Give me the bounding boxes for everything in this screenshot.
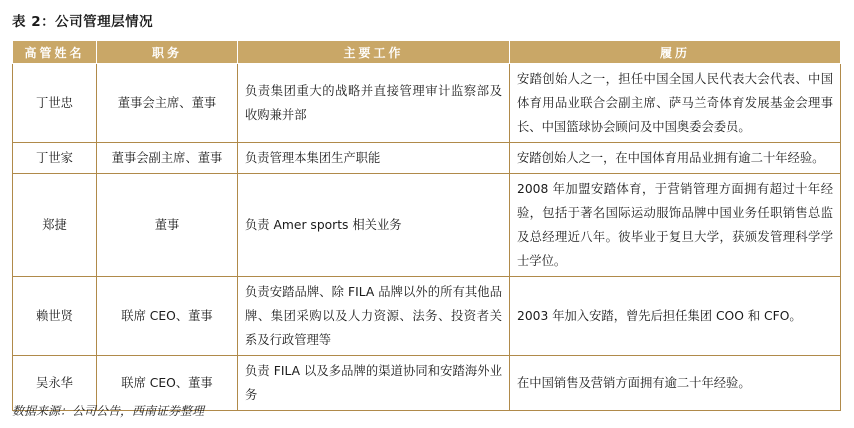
cell-resume: 安踏创始人之一，担任中国全国人民代表大会代表、中国体育用品业联合会副主席、萨马兰奇体育发展基金会理事长、中国篮球协会顾问及中国奥委会委员。 (510, 64, 841, 143)
table-row (13, 174, 841, 277)
cell-title: 联席 CEO、董事 (97, 356, 238, 411)
cell-work: 负责 FILA 以及多品牌的渠道协同和安踏海外业务 (238, 356, 510, 411)
table-row (13, 143, 841, 174)
source-note: 数据来源：公司公告，西南证券整理 (12, 404, 205, 418)
header-resume: 履历 (510, 41, 841, 64)
cell-title: 联席 CEO、董事 (97, 277, 238, 356)
cell-title: 董事会副主席、董事 (97, 143, 238, 174)
table-row (13, 64, 841, 143)
cell-work: 负责安踏品牌、除 FILA 品牌以外的所有其他品牌、集团采购以及人力资源、法务、投资者关系及行政管理等 (238, 277, 510, 356)
cell-resume: 2003 年加入安踏，曾先后担任集团 COO 和 CFO。 (510, 277, 841, 356)
cell-name: 丁世家 (13, 143, 97, 174)
management-table (12, 40, 841, 411)
table-header-row (13, 41, 841, 64)
cell-name: 郑捷 (13, 174, 97, 277)
cell-title: 董事 (97, 174, 238, 277)
cell-name: 吴永华 (13, 356, 97, 411)
cell-work: 负责集团重大的战略并直接管理审计监察部及收购兼并部 (238, 64, 510, 143)
cell-work: 负责 Amer sports 相关业务 (238, 174, 510, 277)
header-work: 主要工作 (238, 41, 510, 64)
cell-work: 负责管理本集团生产职能 (238, 143, 510, 174)
header-name: 高管姓名 (13, 41, 97, 64)
table-caption: 表 2：公司管理层情况 (12, 14, 154, 30)
cell-name: 赖世贤 (13, 277, 97, 356)
cell-name: 丁世忠 (13, 64, 97, 143)
cell-resume: 2008 年加盟安踏体育，于营销管理方面拥有超过十年经验，包括于著名国际运动服饰品牌中国业务任职销售总监及总经理近八年。彼毕业于复旦大学，获颁发管理科学学士学位。 (510, 174, 841, 277)
cell-resume: 安踏创始人之一，在中国体育用品业拥有逾二十年经验。 (510, 143, 841, 174)
table-row (13, 277, 841, 356)
cell-title: 董事会主席、董事 (97, 64, 238, 143)
cell-resume: 在中国销售及营销方面拥有逾二十年经验。 (510, 356, 841, 411)
header-title: 职务 (97, 41, 238, 64)
